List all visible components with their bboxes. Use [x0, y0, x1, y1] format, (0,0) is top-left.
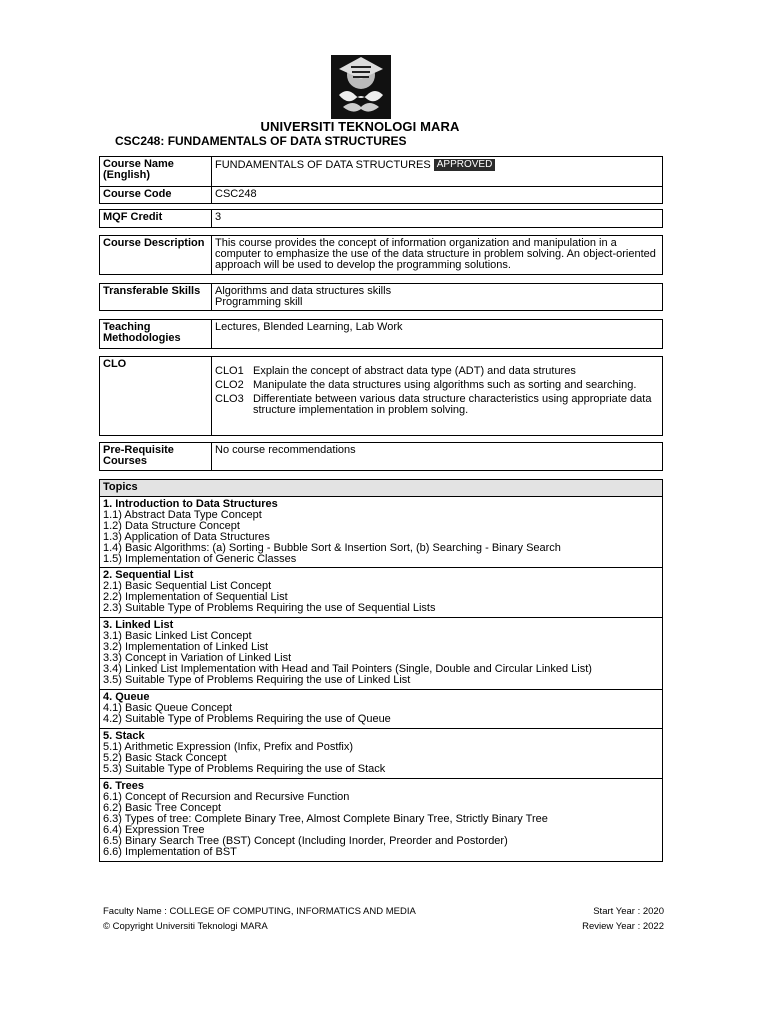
prereq-table: [99, 442, 663, 471]
teaching-row: [100, 320, 662, 348]
topic-item: 1.3) Application of Data Structures: [103, 531, 270, 543]
skills-label: Transferable Skills: [100, 284, 212, 310]
topic-item: 6.5) Binary Search Tree (BST) Concept (Including Inorder, Preorder and Postorder): [103, 835, 508, 847]
topic-section: [100, 617, 662, 689]
topic-body: [100, 729, 388, 778]
course-code-row: [100, 186, 662, 203]
prereq-value: No course recommendations: [215, 444, 356, 456]
prereq-row: [100, 443, 662, 470]
description-row: [100, 236, 662, 274]
description-value: This course provides the concept of information organization and manipulation in a computer to emphasize the use of the data structure in problem solving. An object-oriented approach will be used to develop the programming solutions.: [215, 237, 656, 271]
topic-item: 3.2) Implementation of Linked List: [103, 641, 269, 653]
topic-item: 2.3) Suitable Type of Problems Requiring the use of Sequential Lists: [103, 602, 436, 614]
topics-table: [99, 479, 663, 862]
university-name: UNIVERSITI TEKNOLOGI MARA: [260, 119, 460, 134]
course-info-table: [99, 156, 663, 204]
topic-item: 1.1) Abstract Data Type Concept: [103, 509, 262, 521]
skills-row: [100, 284, 662, 310]
topic-body: [100, 779, 551, 861]
topic-item: 5.2) Basic Stack Concept: [103, 752, 227, 764]
clo-table: [99, 356, 663, 436]
teaching-value: Lectures, Blended Learning, Lab Work: [215, 321, 403, 333]
clo-code: CLO2: [215, 379, 244, 391]
topic-body: [100, 690, 394, 728]
course-name-value: [212, 157, 662, 186]
topics-heading: Topics: [100, 480, 662, 496]
topic-item: 3.1) Basic Linked List Concept: [103, 630, 252, 642]
topic-title: 5. Stack: [103, 730, 145, 742]
topic-title: 6. Trees: [103, 780, 144, 792]
course-heading: CSC248: FUNDAMENTALS OF DATA STRUCTURES: [115, 134, 407, 148]
topic-item: 4.1) Basic Queue Concept: [103, 702, 233, 714]
topic-section: [100, 567, 662, 617]
topic-section: [100, 728, 662, 778]
course-code-label: Course Code: [100, 187, 212, 203]
topic-item: 3.4) Linked List Implementation with Head and Tail Pointers (Single, Double and Circular Linked List): [103, 663, 592, 675]
course-name-row: [100, 157, 662, 186]
clo-text: Manipulate the data structures using algorithms such as sorting and searching.: [253, 379, 637, 391]
topic-item: 5.3) Suitable Type of Problems Requiring the use of Stack: [103, 763, 386, 775]
review-year: Review Year : 2022: [582, 921, 664, 932]
topic-item: 5.1) Arithmetic Expression (Infix, Prefix and Postfix): [103, 741, 354, 753]
topic-title: 2. Sequential List: [103, 569, 194, 581]
topic-body: [100, 497, 564, 567]
topic-item: 6.6) Implementation of BST: [103, 846, 237, 858]
topic-section: [100, 689, 662, 728]
description-label: Course Description: [100, 236, 212, 274]
clo-item: [215, 366, 659, 377]
clo-code: CLO1: [215, 365, 244, 377]
topic-item: 2.2) Implementation of Sequential List: [103, 591, 288, 603]
course-name-text: FUNDAMENTALS OF DATA STRUCTURES: [215, 159, 431, 171]
clo-text: Differentiate between various data structure characteristics using appropriate data structure implementation in problem solving.: [253, 393, 652, 416]
copyright: © Copyright Universiti Teknologi MARA: [103, 921, 268, 932]
start-year: Start Year : 2020: [593, 906, 664, 917]
topic-item: 3.3) Concept in Variation of Linked List: [103, 652, 292, 664]
topic-item: 4.2) Suitable Type of Problems Requiring the use of Queue: [103, 713, 391, 725]
mqf-value: 3: [215, 211, 222, 223]
mqf-table: [99, 209, 663, 228]
faculty-name: Faculty Name : COLLEGE OF COMPUTING, INFORMATICS AND MEDIA: [103, 906, 416, 917]
topic-title: 4. Queue: [103, 691, 150, 703]
skills-table: [99, 283, 663, 311]
topic-item: 1.2) Data Structure Concept: [103, 520, 240, 532]
topic-section: [100, 496, 662, 567]
clo-code: CLO3: [215, 393, 244, 405]
prereq-label: Pre-Requisite Courses: [100, 443, 212, 470]
topic-item: 6.3) Types of tree: Complete Binary Tree, Almost Complete Binary Tree, Strictly Binary Tree: [103, 813, 548, 825]
topic-title: 3. Linked List: [103, 619, 174, 631]
clo-list: [212, 357, 662, 435]
approved-badge: APPROVED: [434, 159, 496, 171]
course-name-label: Course Name (English): [100, 157, 212, 186]
clo-row: [100, 357, 662, 435]
university-logo: [331, 55, 391, 119]
teaching-table: [99, 319, 663, 349]
teaching-label: Teaching Methodologies: [100, 320, 212, 348]
skills-value: [212, 284, 662, 310]
description-table: [99, 235, 663, 275]
mqf-label: MQF Credit: [100, 210, 212, 227]
clo-item: [215, 394, 659, 416]
clo-text: Explain the concept of abstract data type (ADT) and data strutures: [253, 365, 576, 377]
topic-section: [100, 778, 662, 861]
skill-item: Programming skill: [215, 296, 303, 308]
course-code-value: CSC248: [215, 188, 257, 200]
topic-body: [100, 618, 595, 689]
skill-item: Algorithms and data structures skills: [215, 285, 392, 297]
topic-item: 6.1) Concept of Recursion and Recursive Function: [103, 791, 350, 803]
topic-item: 6.2) Basic Tree Concept: [103, 802, 222, 814]
topic-item: 2.1) Basic Sequential List Concept: [103, 580, 272, 592]
topic-item: 1.5) Implementation of Generic Classes: [103, 553, 297, 565]
mqf-row: [100, 210, 662, 227]
clo-item: [215, 380, 659, 391]
topic-title: 1. Introduction to Data Structures: [103, 498, 278, 510]
topic-item: 3.5) Suitable Type of Problems Requiring the use of Linked List: [103, 674, 411, 686]
topic-body: [100, 568, 438, 617]
topic-item: 1.4) Basic Algorithms: (a) Sorting - Bubble Sort & Insertion Sort, (b) Searching - Binary Search: [103, 542, 561, 554]
topic-item: 6.4) Expression Tree: [103, 824, 205, 836]
clo-label: CLO: [100, 357, 212, 435]
